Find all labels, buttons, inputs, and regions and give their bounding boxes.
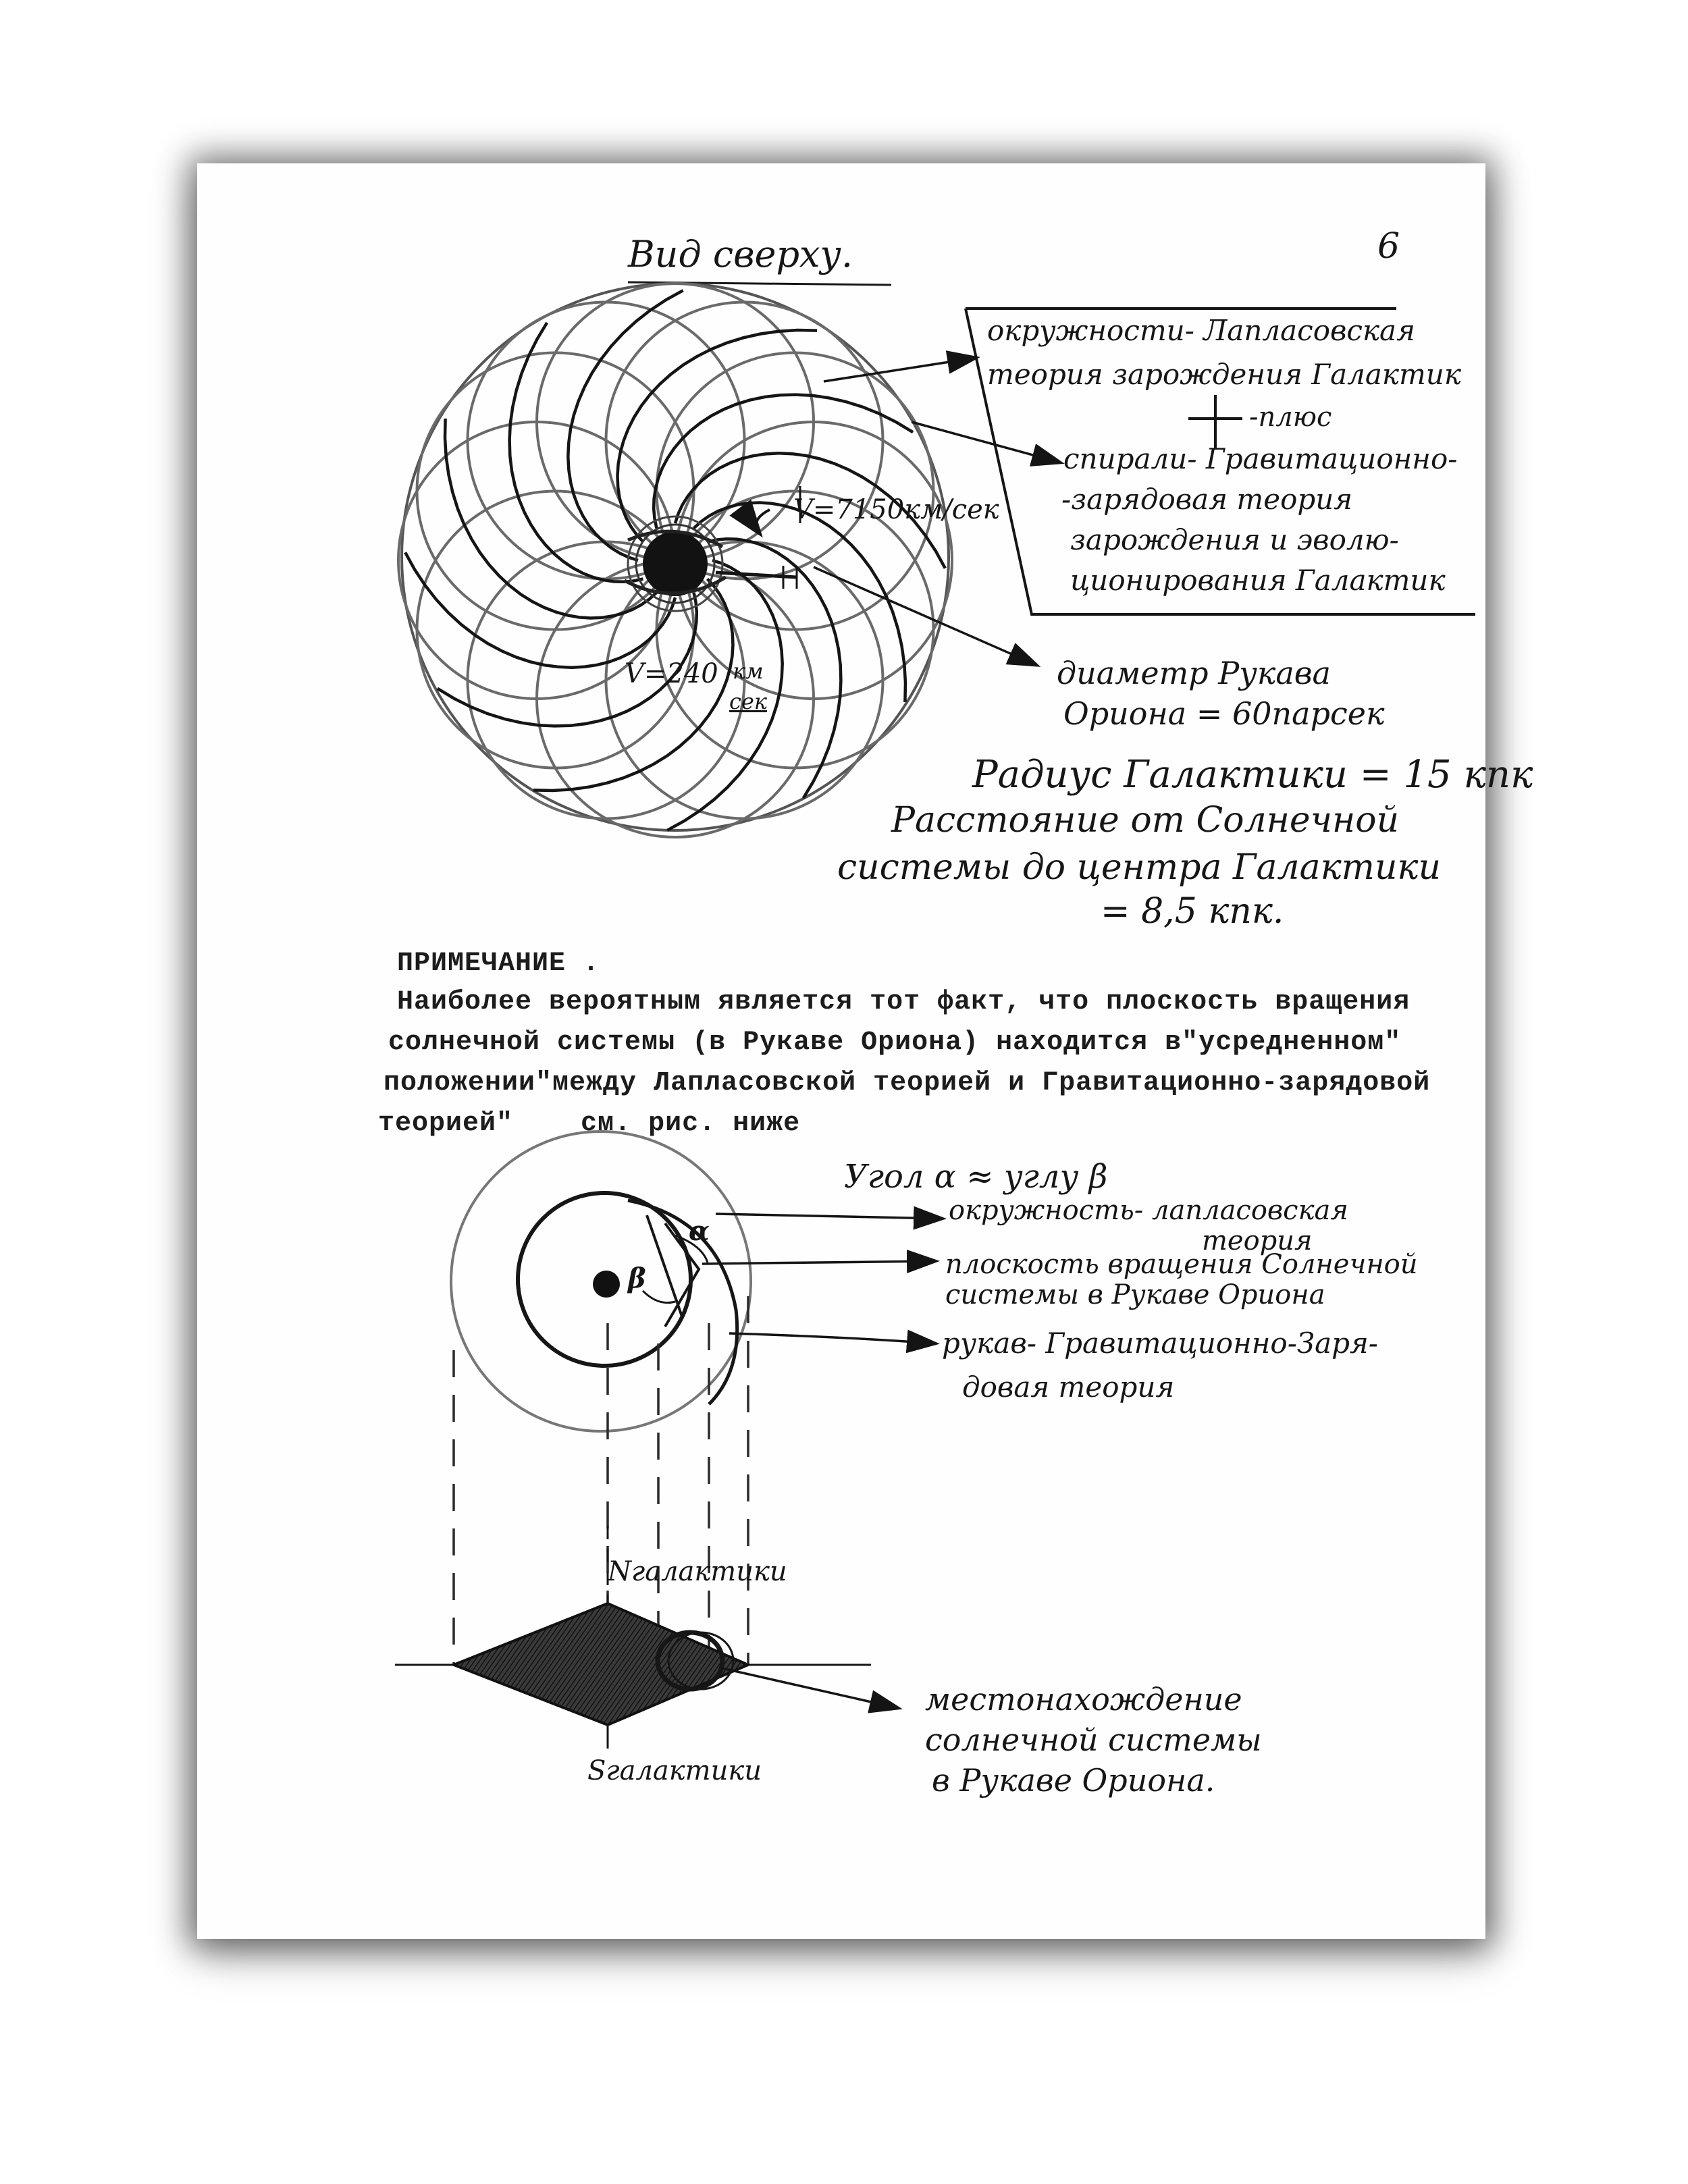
legend-circles-label: окружности- Лапласовская — [987, 314, 1415, 347]
location-line-2: солнечной системы — [925, 1722, 1262, 1758]
legend-circles-label-2: теория зарождения Галактик — [987, 358, 1461, 391]
angle-caption: Угол α ≈ углу β — [844, 1158, 1108, 1196]
galaxy-disc-side — [454, 1603, 748, 1725]
north-label: Nгалактики — [608, 1556, 787, 1587]
south-label: Sгалактики — [587, 1755, 762, 1786]
galaxy-diagram — [398, 284, 952, 837]
speed-sun-unit-bottom: сек — [729, 689, 767, 714]
legend-spirals-label: спирали- Гравитационно- — [1063, 442, 1458, 475]
location-line-3: в Рукаве Ориона. — [932, 1762, 1215, 1799]
note-line-2: солнечной системы (в Рукаве Ориона) находится в"усредненном" — [388, 1028, 1402, 1058]
distance-line-1: Расстояние от Солнечной — [891, 800, 1400, 841]
orion-diameter-line-2: Ориона = 60парсек — [1063, 695, 1385, 732]
legend-spirals-label-2: -зарядовая теория — [1061, 483, 1353, 516]
page-heading: Вид сверху. — [628, 233, 853, 275]
label-circle-line-2: теория — [1202, 1225, 1313, 1256]
galactic-center-dot — [593, 1271, 620, 1298]
label-plane-line-2: системы в Рукаве Ориона — [945, 1279, 1325, 1310]
orion-diameter-line-1: диаметр Рукава — [1057, 655, 1331, 691]
speed-sun-unit-top: км — [733, 658, 764, 684]
label-arm-line-1: рукав- Гравитационно-Заря- — [942, 1327, 1378, 1360]
note-title: ПРИМЕЧАНИЕ . — [397, 949, 600, 979]
page-number: 6 — [1377, 226, 1400, 267]
plus-icon — [1188, 395, 1242, 449]
solar-plane-diagram — [395, 1131, 871, 1749]
label-plane-line-1: плоскость вращения Солнечной — [945, 1249, 1418, 1280]
alpha-label: α — [689, 1215, 710, 1247]
note-line-1: Наиболее вероятным является тот факт, что плоскость вращения — [397, 987, 1410, 1017]
note-line-4: теорией" см. рис. ниже — [378, 1109, 801, 1139]
speed-center-label: V=7150км/сек — [793, 494, 999, 525]
label-circle-line-1: окружность- лапласовская — [949, 1195, 1348, 1226]
legend-spirals-label-4: ционирования Галактик — [1070, 564, 1446, 597]
distance-line-2: системы до центра Галактики — [837, 847, 1441, 888]
location-line-1: местонахождение — [925, 1681, 1242, 1717]
beta-label: β — [628, 1262, 646, 1294]
galaxy-radius: Радиус Галактики = 15 кпк — [972, 753, 1533, 797]
legend-plus-label: -плюс — [1249, 402, 1332, 433]
legend-spirals-label-3: зарождения и эволю- — [1070, 523, 1399, 556]
bottom-arrows — [702, 1214, 942, 1708]
label-arm-line-2: довая теория — [962, 1370, 1175, 1404]
note-line-3: положении"между Лапласовской теорией и Гравитационно-зарядовой — [384, 1068, 1431, 1098]
distance-line-3: = 8,5 кпк. — [1101, 891, 1284, 932]
speed-sun-label: V=240 — [625, 658, 718, 689]
